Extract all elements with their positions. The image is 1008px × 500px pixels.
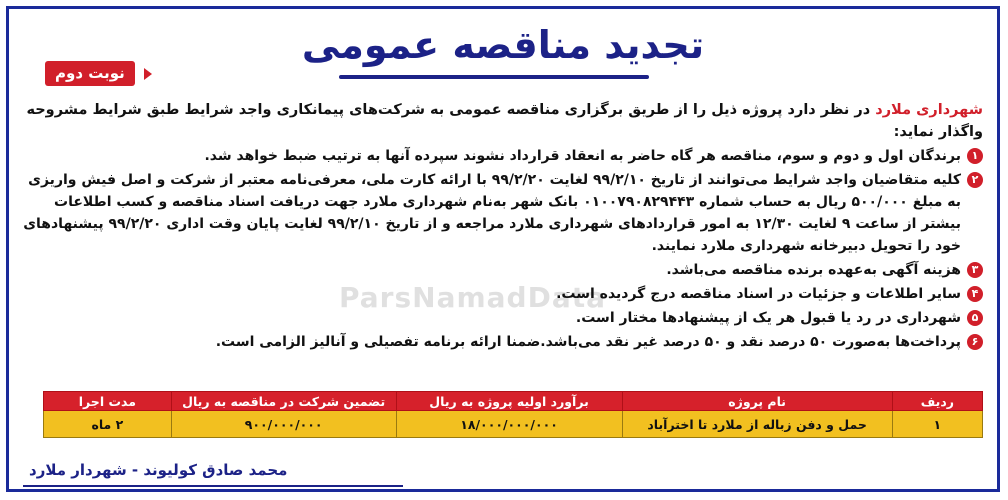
item-number-badge: ۶ [967,334,983,350]
ad-header [9,9,997,93]
intro-text: در نظر دارد پروژه ذیل را از طریق برگزاری مناقصه عمومی به شرکت‌های پیمانکاری واجد شرایط طبق شرایط مشروحه واگذار نماید: [26,102,983,140]
condition-item [23,259,983,281]
signature: محمد صادق کولیوند - شهردار ملارد [29,461,288,479]
item-text: برندگان اول و دوم و سوم، مناقصه هر گاه حاضر به انعقاد قرارداد نشوند سپرده آنها به ترتیب ضبط خواهد شد. [204,148,961,164]
item-number-badge: ۵ [967,310,983,326]
second-round-badge: نوبت دوم [45,61,135,86]
item-text: کلیه متقاضیان واجد شرایط می‌توانند از تاریخ ۹۹/۲/۱۰ لغایت ۹۹/۲/۲۰ با ارائه کارت ملی، معرفی‌نامه معتبر از شرکت و اصل فیش واریزی به مبلغ ۵۰۰/۰۰۰ ریال به حساب شماره ۰۱۰۰۷۹۰۸۲۹۴۴۳ بانک شهر به‌نام شهرداری ملارد جهت دریافت اسناد مناقصه و کسب اطلاعات بیشتر از ساعت ۹ لغایت ۱۲/۳۰ به امور قراردادهای شهرداری ملارد مراجعه و از تاریخ ۹۹/۲/۱۰ لغایت پایان وقت اداری ۹۹/۲/۲۰ پیشنهادهای خود را تحویل دبیرخانه شهرداری ملارد نمایند. [23,172,961,254]
cell-row-number: ۱ [892,411,982,438]
item-text: سایر اطلاعات و جزئیات در اسناد مناقصه درج گردیده است. [556,286,961,302]
ad-body [23,99,983,353]
item-number-badge: ۱ [967,148,983,164]
condition-item [23,307,983,329]
cell-guarantee: ۹۰۰/۰۰۰/۰۰۰ [171,411,396,438]
item-text: هزینه آگهی به‌عهده برنده مناقصه می‌باشد. [666,262,961,278]
ad-title: تجدید مناقصه عمومی [301,23,705,67]
signature-underline [23,485,403,487]
intro-paragraph [23,99,983,143]
condition-item [23,169,983,257]
cell-duration: ۲ ماه [44,411,172,438]
table-row [44,411,983,438]
badge-arrow-icon [144,68,152,80]
item-number-badge: ۲ [967,172,983,188]
table-header-row [44,392,983,411]
project-table [43,391,983,438]
item-number-badge: ۴ [967,286,983,302]
intro-org: شهرداری ملارد [875,102,983,118]
col-header-duration: مدت اجرا [44,392,172,411]
ad-frame [6,6,1000,492]
col-header-guarantee: تضمین شرکت در مناقصه به ریال [171,392,396,411]
watermark: ParsNamadData [339,281,606,314]
col-header-project-name: نام پروژه [622,392,892,411]
cell-project-name: حمل و دفن زباله از ملارد تا اخترآباد [622,411,892,438]
cell-estimate: ۱۸/۰۰۰/۰۰۰/۰۰۰ [396,411,622,438]
item-text: شهرداری در رد یا قبول هر یک از پیشنهادها مختار است. [575,310,961,326]
col-header-row-number: ردیف [892,392,982,411]
title-underline [339,75,649,79]
col-header-estimate: برآورد اولیه پروژه به ریال [396,392,622,411]
condition-item [23,145,983,167]
item-text: پرداخت‌ها به‌صورت ۵۰ درصد نقد و ۵۰ درصد غیر نقد می‌باشد.ضمنا ارائه برنامه تفصیلی و آنالیز الزامی است. [215,334,961,350]
condition-item [23,331,983,353]
condition-item [23,283,983,305]
item-number-badge: ۳ [967,262,983,278]
